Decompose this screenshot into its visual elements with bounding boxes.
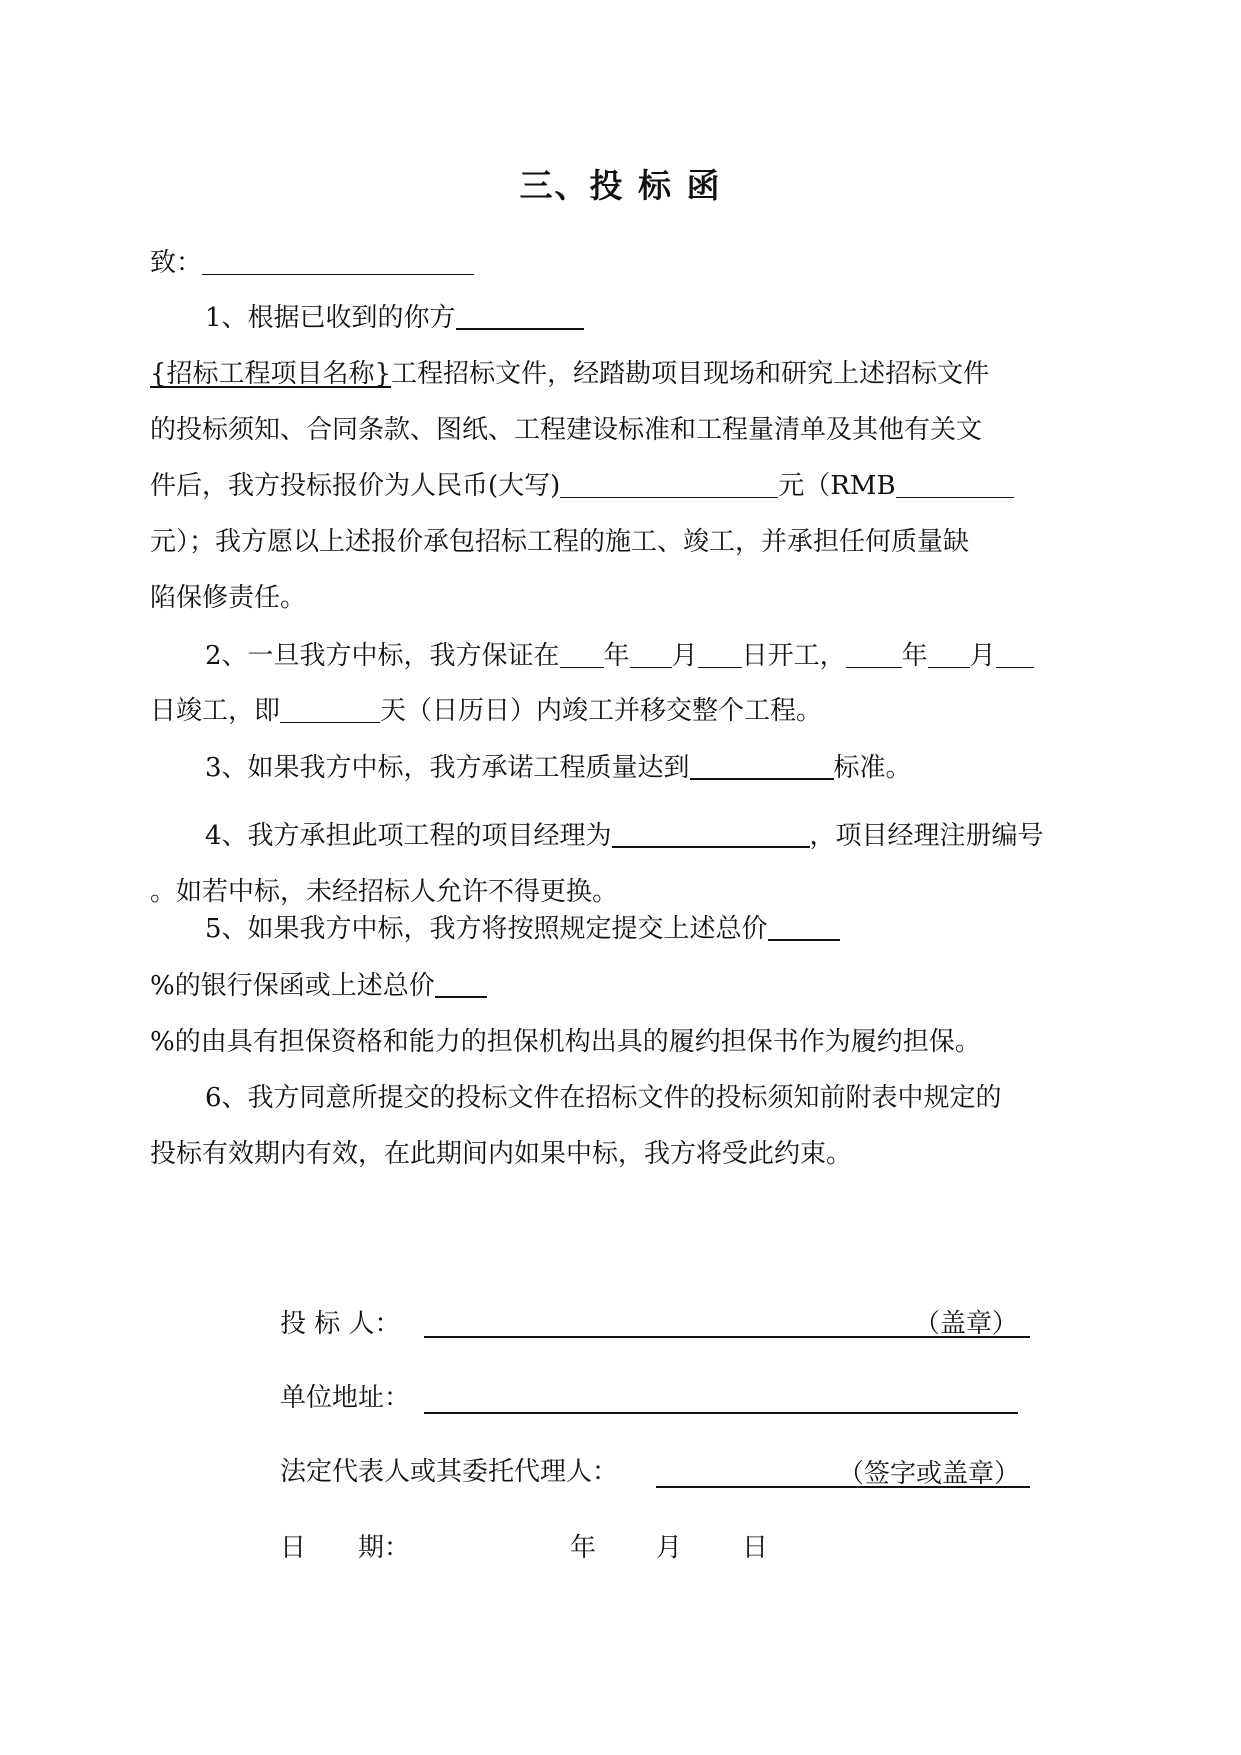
para1-line3: 的投标须知、合同条款、图纸、工程建设标准和工程量清单及其他有关文 xyxy=(150,415,983,445)
duration-days-blank[interactable] xyxy=(280,696,380,723)
date-year: 年 xyxy=(570,1533,597,1563)
para5-line3: %的由具有担保资格和能力的担保机构出具的履约担保书作为履约担保。 xyxy=(150,1027,981,1057)
para4-line2: 。如若中标，未经招标人允许不得更换。 xyxy=(150,877,619,907)
para4-line1: 4、我方承担此项工程的项目经理为 ，项目经理注册编号 xyxy=(205,821,1044,851)
address-label: 单位地址： xyxy=(280,1383,411,1413)
start-year-blank[interactable] xyxy=(560,641,604,668)
project-manager-blank[interactable] xyxy=(612,820,810,848)
para2-line1: 2、一旦我方中标，我方保证在 年 月 日开工， 年 月 xyxy=(205,640,1034,672)
date-label: 日 期： xyxy=(280,1533,411,1563)
start-day-blank[interactable] xyxy=(698,641,742,668)
price-words-blank[interactable] xyxy=(560,471,778,498)
bidder-seal-note: （盖章） xyxy=(914,1309,1019,1339)
date-month: 月 xyxy=(656,1533,683,1563)
para1-line6: 陷保修责任。 xyxy=(150,583,307,613)
date-day: 日 xyxy=(742,1533,769,1563)
performance-bond-percent-blank[interactable] xyxy=(435,970,487,998)
para6-line1: 6、我方同意所提交的投标文件在招标文件的投标须知前附表中规定的 xyxy=(205,1083,1002,1113)
end-month-blank[interactable] xyxy=(928,641,970,668)
para1-line4: 件后，我方投标报价为人民币(大写) 元（RMB xyxy=(150,470,1014,502)
para5-line1: 5、如果我方中标，我方将按照规定提交上述总价 xyxy=(205,913,840,945)
page-title: 三、投 标 函 xyxy=(519,166,722,205)
price-rmb-blank[interactable] xyxy=(896,471,1014,498)
bank-guarantee-percent-blank[interactable] xyxy=(768,913,840,941)
recipient-line xyxy=(150,247,474,279)
para1-line1: 1、根据已收到的你方 xyxy=(205,302,584,334)
para1-line5: 元）；我方愿以上述报价承包招标工程的施工、竣工，并承担任何质量缺 xyxy=(150,527,970,557)
para1-line2: {招标工程项目名称}工程招标文件，经踏勘项目现场和研究上述招标文件 xyxy=(150,359,990,389)
address-field[interactable] xyxy=(424,1382,1018,1414)
to-label: 致： xyxy=(150,248,203,278)
recipient-blank[interactable] xyxy=(202,248,474,275)
bidder-label: 投 标 人： xyxy=(280,1309,401,1339)
quality-standard-blank[interactable] xyxy=(690,752,834,780)
end-day-blank[interactable] xyxy=(996,641,1034,668)
para3-line1: 3、如果我方中标，我方承诺工程质量达到 标准。 xyxy=(205,753,912,783)
end-year-blank[interactable] xyxy=(846,641,902,668)
issuer-blank[interactable] xyxy=(456,302,584,330)
para2-line2: 日竣工，即 天（日历日）内竣工并移交整个工程。 xyxy=(150,696,823,726)
para5-line2: %的银行保函或上述总价 xyxy=(150,970,487,1002)
project-name-placeholder: {招标工程项目名称} xyxy=(150,359,392,389)
representative-label: 法定代表人或其委托代理人： xyxy=(280,1457,619,1487)
start-month-blank[interactable] xyxy=(630,641,672,668)
para6-line2: 投标有效期内有效，在此期间内如果中标，我方将受此约束。 xyxy=(150,1139,853,1169)
representative-sign-note: （签字或盖章） xyxy=(838,1459,1021,1489)
